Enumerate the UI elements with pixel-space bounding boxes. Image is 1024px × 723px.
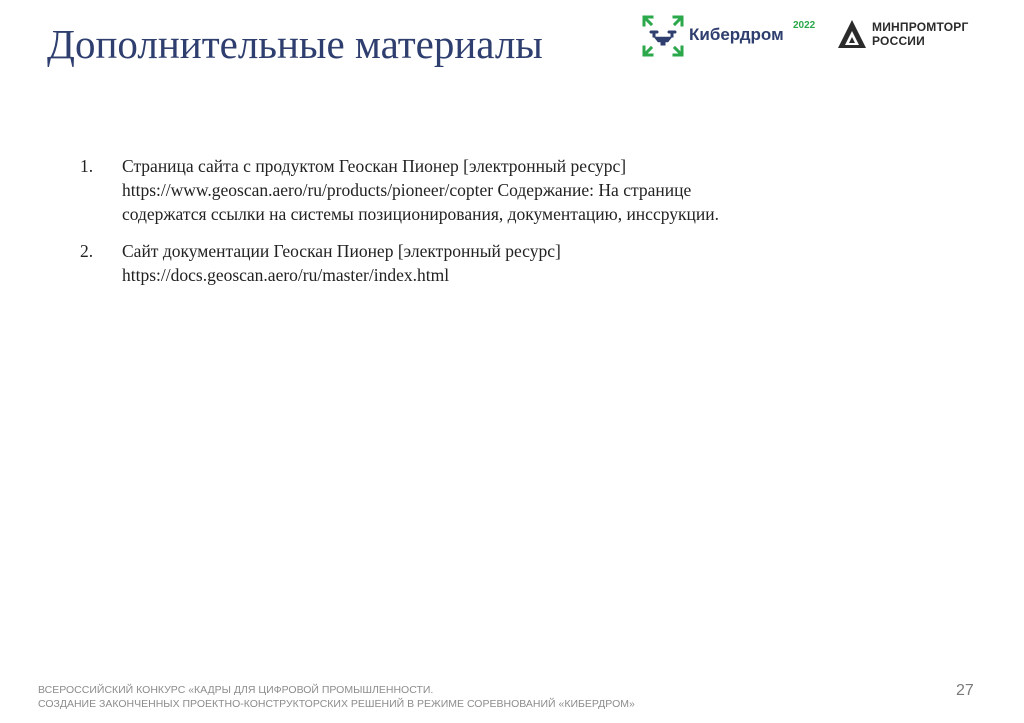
kiberdrom-logo: [641, 14, 825, 58]
list-item-number: 2.: [80, 241, 94, 261]
list-item-number: 1.: [80, 156, 94, 176]
minpromtorg-logo-line1: МИНПРОМТОРГ: [872, 20, 969, 34]
footer-line2: СОЗДАНИЕ ЗАКОНЧЕННЫХ ПРОЕКТНО-КОНСТРУКТОРСКИХ РЕШЕНИЙ В РЕЖИМЕ СОРЕВНОВАНИЙ «КИБЕРДРОМ»: [38, 698, 635, 710]
minpromtorg-logo-line2: РОССИИ: [872, 34, 925, 48]
list-item-text: Сайт документации Геоскан Пионер [электронный ресурс]: [122, 241, 561, 261]
drone-icon: [641, 14, 685, 58]
kiberdrom-logo-year: 2022: [793, 20, 816, 31]
footer-line1: ВСЕРОССИЙСКИЙ КОНКУРС «КАДРЫ ДЛЯ ЦИФРОВОЙ ПРОМЫШЛЕННОСТИ.: [38, 684, 434, 696]
list-item-text: Страница сайта с продуктом Геоскан Пионер [электронный ресурс]: [122, 156, 627, 176]
list-item: [80, 239, 920, 287]
kiberdrom-logo-name: Кибердром: [689, 25, 784, 44]
page-title: Дополнительные материалы: [47, 21, 543, 67]
page-number: 27: [956, 682, 974, 699]
list-item-text: https://www.geoscan.aero/ru/products/pioneer/copter Содержание: На странице: [122, 180, 692, 200]
list-item: [80, 154, 920, 226]
reference-list: [80, 154, 920, 300]
minpromtorg-logo: [836, 16, 996, 52]
triangle-mark-icon: [836, 18, 868, 50]
footer: [38, 683, 635, 711]
list-item-text: содержатся ссылки на системы позиционирования, документацию, инссрукции.: [122, 204, 719, 224]
list-item-text: https://docs.geoscan.aero/ru/master/index.html: [122, 265, 450, 285]
